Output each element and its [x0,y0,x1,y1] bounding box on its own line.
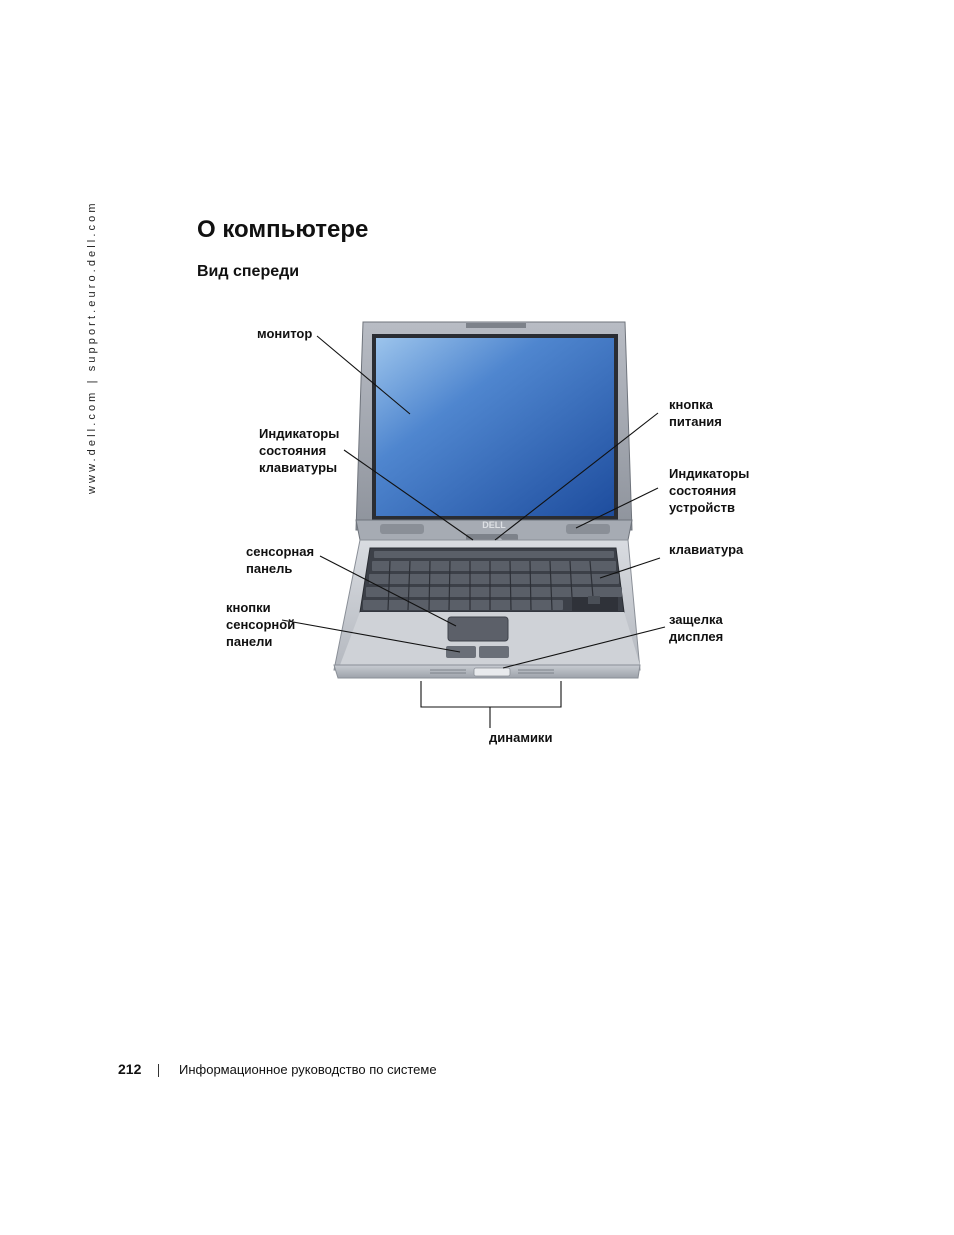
callout-monitor: монитор [257,326,313,341]
callout-touch-pad-buttons: кнопки сенсорной панели [226,600,296,649]
touch-pad-right-button [479,646,509,658]
footer-title: Информационное руководство по системе [179,1062,437,1077]
section-title: Вид спереди [197,263,300,280]
callout-display-latch: защелка дисплея [669,612,724,644]
page-number: 212 [118,1061,142,1077]
callout-keyboard: клавиатура [669,542,744,557]
page-title: О компьютере [197,216,369,243]
callout-speakers: динамики [489,730,553,745]
sidebar-url-text: www.dell.com | support.euro.dell.com [86,200,98,494]
footer-divider [158,1064,159,1077]
callout-touch-pad: сенсорная панель [246,544,315,576]
dell-logo: DELL [482,520,506,530]
monitor-screen [376,338,614,516]
touch-pad-left-button [446,646,476,658]
keyboard-shape [360,548,624,612]
touch-pad-shape [448,617,508,641]
callout-device-status-lights: Индикаторы состояния устройств [669,466,750,515]
display-latch-shape [474,668,510,676]
callout-keyboard-status-lights: Индикаторы состояния клавиатуры [259,426,340,475]
callout-power-button: кнопка питания [669,397,722,429]
